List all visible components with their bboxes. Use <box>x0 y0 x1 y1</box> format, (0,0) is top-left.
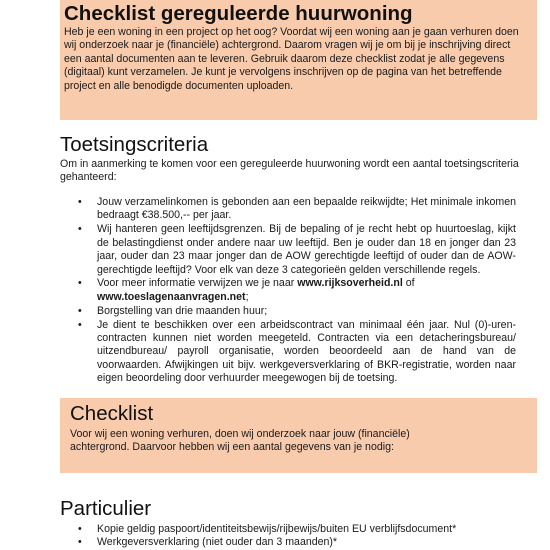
criteria-item-age: Wij hanteren geen leeftijdsgrenzen. Bij de bepaling of je recht hebt op huurtoeslag, kijkt de belastingdienst onder andere naar uw leeftijd. Ben je ouder dan 18 en jonger dan 23 jaar, ouder dan 23 maar jonger dan de AOW gerechtigde leeftijd of ouder dan de AOW-gerechtigde leeftijd? Voor elk van deze 3 categorieën gelden verschillende regels. <box>97 223 516 276</box>
intro-paragraph: Heb je een woning in een project op het oog? Voordat wij een woning aan je gaan verhuren doen wij onderzoek naar je (financiële) achtergrond. Daarom vragen wij je om bij je inschrijving direct een aantal documenten aan te leveren. Gebruik daarom deze checklist zodat je alle gegevens (digitaal) kunt verzamelen. Je kunt je vervolgens inschrijven op de pagina van het betreffende project en alle benodigde documenten uploaden. <box>64 26 519 92</box>
criteria-item-income: Jouw verzamelinkomen is gebonden aan een bepaalde reikwijdte; Het minimale inkomen bedraagt €38.500,-- per jaar. <box>97 196 516 222</box>
rijksoverheid-link[interactable]: www.rijksoverheid.nl <box>297 277 403 290</box>
intro-section <box>60 0 537 120</box>
bullet-icon: • <box>78 304 82 317</box>
criteria-item-contract: Je dient te beschikken over een arbeidscontract van minimaal één jaar. Nul (0)-uren-contracten kunnen niet worden meegeteld. Contracten via een detacheringsbureau/ uitzendbureau/ payroll organisatie, worden beoordeeld aan de hand van de voorwaarden. Afwijkingen uit bijv. werkgeversverklaring of BKR-registratie, worden naar eigen beoordeling door verhuurder meegewogen bij de toetsing. <box>97 318 516 385</box>
particulier-list <box>78 523 518 550</box>
criteria-item-info-mid: of <box>402 277 415 290</box>
list-item <box>78 536 518 549</box>
criteria-heading: Toetsingscriteria <box>60 133 209 156</box>
bullet-icon: • <box>78 223 82 236</box>
toeslagen-link[interactable]: www.toeslagenaanvragen.net <box>97 290 246 303</box>
criteria-intro: Om in aanmerking te komen voor een gereguleerde huurwoning wordt een aantal toetsingscriteria gehanteerd: <box>60 158 519 184</box>
criteria-item-info-pre: Voor meer informatie verwijzen we je naar <box>97 277 298 290</box>
criteria-item-deposit: Borgstelling van drie maanden huur; <box>97 304 268 317</box>
particulier-heading: Particulier <box>60 497 152 520</box>
document-title: Checklist gereguleerde huurwoning <box>64 2 413 25</box>
checklist-paragraph: Voor wij een woning verhuren, doen wij onderzoek naar jouw (financiële) achtergrond. Daarvoor hebben wij een aantal gegevens van je nodig: <box>70 428 410 454</box>
bullet-icon: • <box>78 523 82 535</box>
criteria-list <box>78 196 516 386</box>
checklist-heading: Checklist <box>70 402 154 425</box>
list-item <box>78 305 516 318</box>
list-item <box>78 277 516 304</box>
particulier-item-employer: Werkgeversverklaring (niet ouder dan 3 maanden)* <box>97 536 338 549</box>
bullet-icon: • <box>78 536 82 549</box>
bullet-icon: • <box>78 196 82 208</box>
list-item <box>78 319 516 386</box>
bullet-icon: • <box>78 277 82 290</box>
list-item <box>78 223 516 277</box>
list-item <box>78 523 518 536</box>
particulier-item-id: Kopie geldig paspoort/identiteitsbewijs/rijbewijs/buiten EU verblijfsdocument* <box>97 523 457 535</box>
checklist-section <box>60 398 537 473</box>
criteria-item-info-post: ; <box>245 290 249 303</box>
bullet-icon: • <box>78 318 82 331</box>
list-item <box>78 196 516 223</box>
